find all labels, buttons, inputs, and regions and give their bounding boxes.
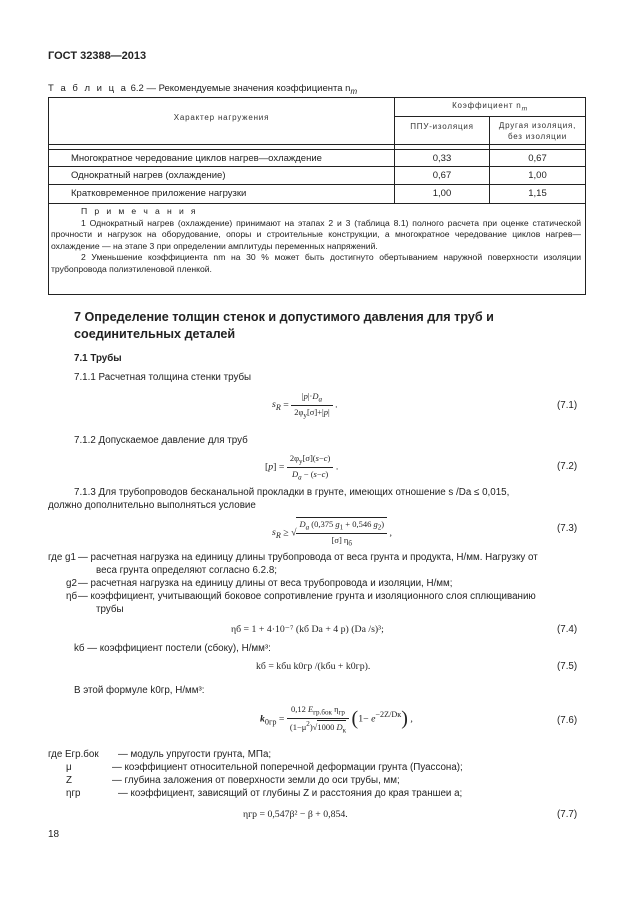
definition-list: где g1 — расчетная нагрузка на единицу длины трубопровода от веса грунта и продукта, Н/мм. Нагрузку от веса грунта определяют согласно 6.2.8; g2 — расчетная нагрузка на единицу длины от веса трубопровода и изоляции, Н/мм; ηб — коэффициент, учитывающий боковое сопротивление грунта и изоляционного слоя сплющиванию трубы [48,552,538,615]
subsection-title: 7.1 Трубы [74,353,122,364]
paragraph-713-cont: должно дополнительно выполняться условие [48,500,256,511]
col-header-coef: Коэффициент $n_m$ [452,101,528,113]
table-notes: П р и м е ч а н и я 1 Однократный нагрев (охлаждение) принимают на этапах 2 и 3 (таблица 8.1) полного расчета при оценке статической прочности и нагрузок на оборудование, опоры и строительные конструкции, а многократное чередование циклов нагрев—охлаждение — на этапе 3 при определении амплитуды переменных напряжений. 2 Уменьшение коэффициента nm на 30 % может быть достигнуто обертыванием наружной поверхности изоляции трубопровода полиэтиленовой пленкой. [51,206,581,274]
k0-intro: В этой формуле k0гр, Н/мм³: [74,685,205,696]
table-caption: Т а б л и ц а 6.2 — Рекомендуемые значения коэффициента $n_m$ [48,83,358,96]
col-header-load: Характер нагружения [173,113,270,122]
equation-number: (7.5) [557,661,578,672]
formula-7-5: kб = kбu k0гр /(kбu + k0гр). [256,661,371,672]
formula-7-7: ηгр = 0,547β² − β + 0,854. [243,809,348,820]
formula-7-4: ηб = 1 + 4·10⁻⁷ (kб Da + 4 p) (Da /s)³; [231,624,384,635]
col-header-ppu: ППУ-изоляция [410,122,474,131]
note-1: 1 Однократный нагрев (охлаждение) принимают на этапах 2 и 3 (таблица 8.1) полного расчета при оценке статической прочности и нагрузок на оборудование, опоры и строительные конструкции, а многократное чередование циклов нагрев—охлаждение — на этапе 3 при определении амплитуды переменных напряжений. [51,217,581,251]
paragraph-713: 7.1.3 Для трубопроводов бесканальной прокладки в грунте, имеющих отношение s /Da ≤ 0,015, [74,487,510,498]
formula-7-3: $s_R$ ≥ √ $\frac{D_a (0,375 g_1 + 0,546 g_2)}{[\sigma] \eta_б}$ , [272,519,393,548]
equation-number: (7.3) [557,523,578,534]
formula-7-1: $s_R$ = $\frac{|p|\cdot D_a}{2\varphi_y[\sigma]+|p|}$ . [272,391,338,420]
equation-number: (7.2) [557,461,578,472]
page-number: 18 [48,829,60,840]
paragraph-711: 7.1.1 Расчетная толщина стенки трубы [74,372,252,383]
section-title: 7 Определение толщин стенок и допустимого давления для труб и соединительных деталей [74,310,494,341]
equation-number: (7.4) [557,624,578,635]
definition-list-2: где Eгр.бок — модуль упругости грунта, МПа; μ — коэффициент относительной поперечной деформации грунта (Пуассона); Z — глубина заложения от поверхности земли до оси трубы, мм; ηгр — коэффициент, зависящий от глубины Z и расстояния до края траншеи a; [48,749,463,799]
document-header: ГОСТ 32388—2013 [48,50,147,62]
note-2: 2 Уменьшение коэффициента nm на 30 % может быть достигнуто обертыванием наружной поверхности изоляции трубопровода полиэтиленовой пленкой. [51,252,581,274]
equation-number: (7.6) [557,715,578,726]
formula-7-2: [p] = $\frac{2\varphi_y[\sigma](s-c)}{D_a - (s-c)}$ . [265,453,339,482]
equation-number: (7.7) [557,809,578,820]
coefficient-table: Характер нагружения Коэффициент $n_m$ ППУ-изоляция Другая изоляция, без изоляции Многократное чередование циклов нагрев—охлаждение 0,33 0,67 Однократный нагрев (охлаждение) 0,67 1,00 Кратковременное приложение нагрузки 1,00 1,15 П р и м е ч а н и я 1 Однократный нагрев (охлаждение) принимают на этапах 2 и 3 (таблица 8.1) полного расчета при оценке статической прочности и нагрузок на оборудование, опоры и строительные конструкции, а многократное чередование циклов нагрев—охлаждение — на этапе 3 при определении амплитуды переменных напряжений. 2 Уменьшение коэффициента nm на 30 % может быть достигнуто обертыванием наружной поверхности изоляции трубопровода полиэтиленовой пленкой. [48,97,586,295]
paragraph-712: 7.1.2 Допускаемое давление для труб [74,435,248,446]
equation-number: (7.1) [557,400,578,411]
kb-definition: kб — коэффициент постели (сбоку), Н/мм³: [74,643,271,654]
formula-7-6: $k_{0гр}$ = $\frac{0,12 E_{гр.бок} \eta_{гр}}{(1-\mu^2)√1000 D_к}$ $(1- e^{-2Z/Dк})$ , [260,704,413,735]
col-header-other: Другая изоляция, без изоляции [498,121,577,141]
